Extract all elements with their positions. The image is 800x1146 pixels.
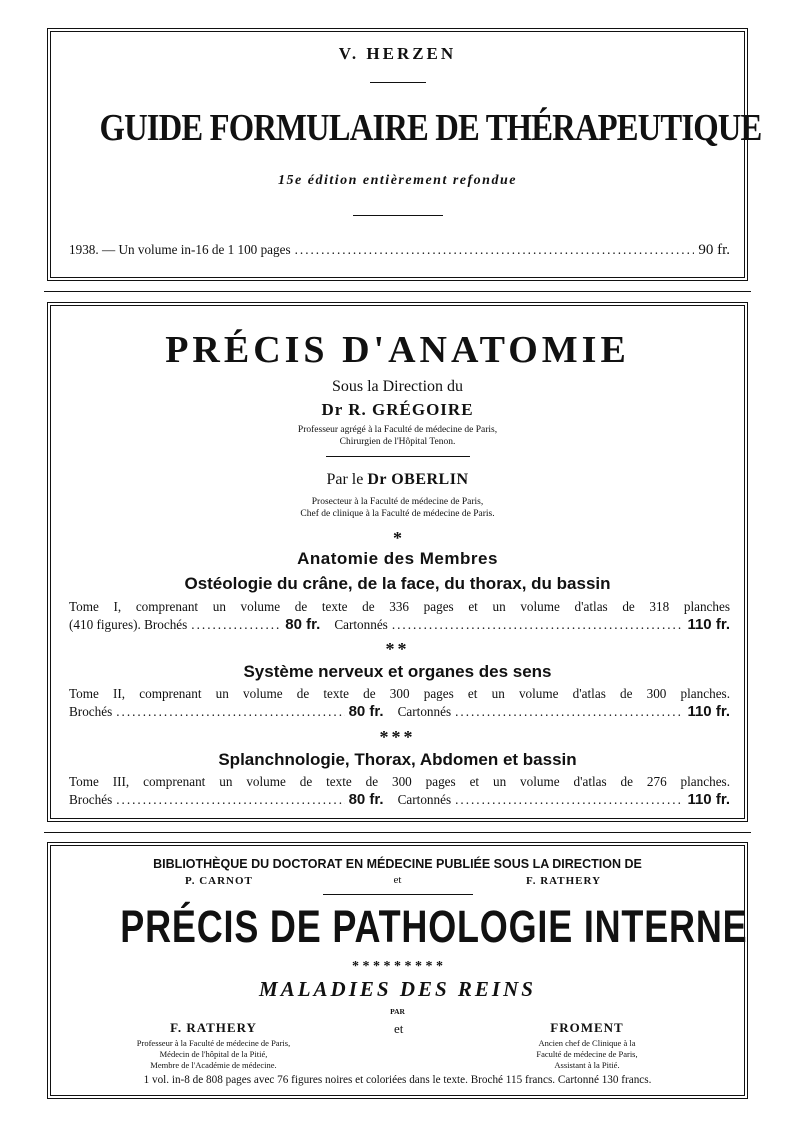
author1-title: Médecin de l'hôpital de la Pitié,: [159, 1049, 268, 1059]
author-name: V. HERZEN: [338, 44, 457, 63]
cartonnes-label: Cartonnés: [334, 617, 388, 632]
par-label: PAR: [390, 1007, 405, 1016]
director-title-2: Chirurgien de l'Hôpital Tenon.: [339, 437, 456, 447]
series-header: BIBLIOTHÈQUE DU DOCTORAT EN MÉDECINE PUBLIÉE SOUS LA DIRECTION DE: [153, 857, 642, 871]
volume-title: Splanchnologie, Thorax, Abdomen et bassin: [218, 750, 577, 769]
volume-description: 1938. — Un volume in-16 de 1 100 pages: [69, 242, 291, 257]
cartonnes-label: Cartonnés: [397, 792, 452, 807]
divider: [353, 215, 443, 216]
leader-dots: [116, 704, 344, 720]
by-prefix: Par le: [326, 471, 364, 488]
price-label: Brochés: [69, 704, 113, 719]
cartonnes-label: Cartonnés: [397, 704, 452, 719]
volume-footer: 1 vol. in-8 de 808 pages avec 76 figures noires et coloriées dans le texte. Broché 115 francs. Cartonné 130 francs.: [143, 1074, 652, 1086]
volume-description: Tome I, comprenant un volume de texte de 336 pages et un volume d'atlas de 318 planches: [69, 599, 730, 614]
leader-dots: [295, 242, 695, 258]
author2-block: [487, 1020, 687, 1071]
direction-line: Sous la Direction du: [331, 378, 464, 395]
volume-description: Tome III, comprenant un volume de texte de 300 pages et un volume d'atlas de 276 planches.: [69, 774, 730, 789]
authors-et: et: [394, 1021, 404, 1036]
price: 90 fr.: [698, 242, 730, 258]
volume-prices: [69, 703, 730, 720]
price-cartonne: 110 fr.: [687, 703, 730, 720]
price-broche: 80 fr.: [348, 791, 384, 808]
separator-line: [44, 291, 751, 292]
author2-title: Faculté de médecine de Paris,: [536, 1049, 638, 1059]
volume-mark: **: [385, 639, 410, 659]
price-line: [69, 242, 730, 259]
price-cartonne: 110 fr.: [687, 616, 730, 633]
book-title: GUIDE FORMULAIRE DE THÉRAPEUTIQUE: [99, 107, 762, 149]
divider: [326, 456, 470, 457]
price-broche: 80 fr.: [348, 703, 384, 720]
author1-name: F. RATHERY: [170, 1020, 257, 1035]
ad-herzen: [47, 28, 762, 281]
ad-precis-pathologie: [47, 842, 748, 1099]
author-name: Dr OBERLIN: [367, 471, 469, 488]
price-broche: 80 fr.: [285, 616, 321, 633]
price-label: (410 figures). Brochés: [69, 617, 188, 632]
volume-title: Système nerveux et organes des sens: [243, 662, 552, 681]
leader-dots: [116, 792, 344, 808]
volume-description: Tome II, comprenant un volume de texte de 300 pages et un volume d'atlas de 300 planches.: [69, 686, 730, 701]
volume-mark: *: [393, 528, 402, 548]
director1-name: P. CARNOT: [185, 875, 253, 887]
directors-et: et: [393, 874, 402, 886]
author2-title: Ancien chef de Clinique à la: [538, 1038, 636, 1048]
author1-title: Professeur à la Faculté de médecine de Paris,: [136, 1038, 291, 1048]
volume-subtitle: Ostéologie du crâne, de la face, du thorax, du bassin: [184, 574, 611, 593]
book-subtitle: MALADIES DES REINS: [259, 977, 536, 1001]
author-title-1: Prosecteur à la Faculté de médecine de Paris,: [311, 497, 484, 507]
price-label: Brochés: [69, 792, 113, 807]
author2-title: Assistant à la Pitié.: [554, 1060, 620, 1070]
leader-dots: [455, 792, 683, 808]
director-title-1: Professeur agrégé à la Faculté de médecine de Paris,: [297, 425, 498, 435]
author2-name: FROMENT: [550, 1020, 624, 1035]
book-title: PRÉCIS D'ANATOMIE: [165, 329, 630, 371]
divider: [323, 894, 473, 895]
author-title-2: Chef de clinique à la Faculté de médecine de Paris.: [300, 509, 495, 519]
author1-title: Membre de l'Académie de médecine.: [150, 1060, 277, 1070]
volume-title: Anatomie des Membres: [297, 549, 498, 568]
volume-mark: ***: [379, 727, 416, 747]
author-line: [51, 471, 744, 489]
author1-block: [91, 1020, 336, 1071]
volume-prices: [69, 791, 730, 808]
separator-line: [44, 832, 751, 833]
director-name: Dr R. GRÉGOIRE: [321, 400, 474, 419]
volume-prices: [69, 616, 730, 633]
leader-dots: [191, 617, 281, 633]
divider: [370, 82, 426, 83]
stars-ornament: * * * * * * * * *: [352, 959, 443, 974]
leader-dots: [455, 704, 683, 720]
book-title: PRÉCIS DE PATHOLOGIE INTERNE: [120, 901, 748, 952]
ad-precis-anatomie: [47, 302, 748, 822]
leader-dots: [392, 617, 684, 633]
price-cartonne: 110 fr.: [687, 791, 730, 808]
edition-note: 15e édition entièrement refondue: [278, 173, 517, 188]
director2-name: F. RATHERY: [526, 875, 602, 887]
